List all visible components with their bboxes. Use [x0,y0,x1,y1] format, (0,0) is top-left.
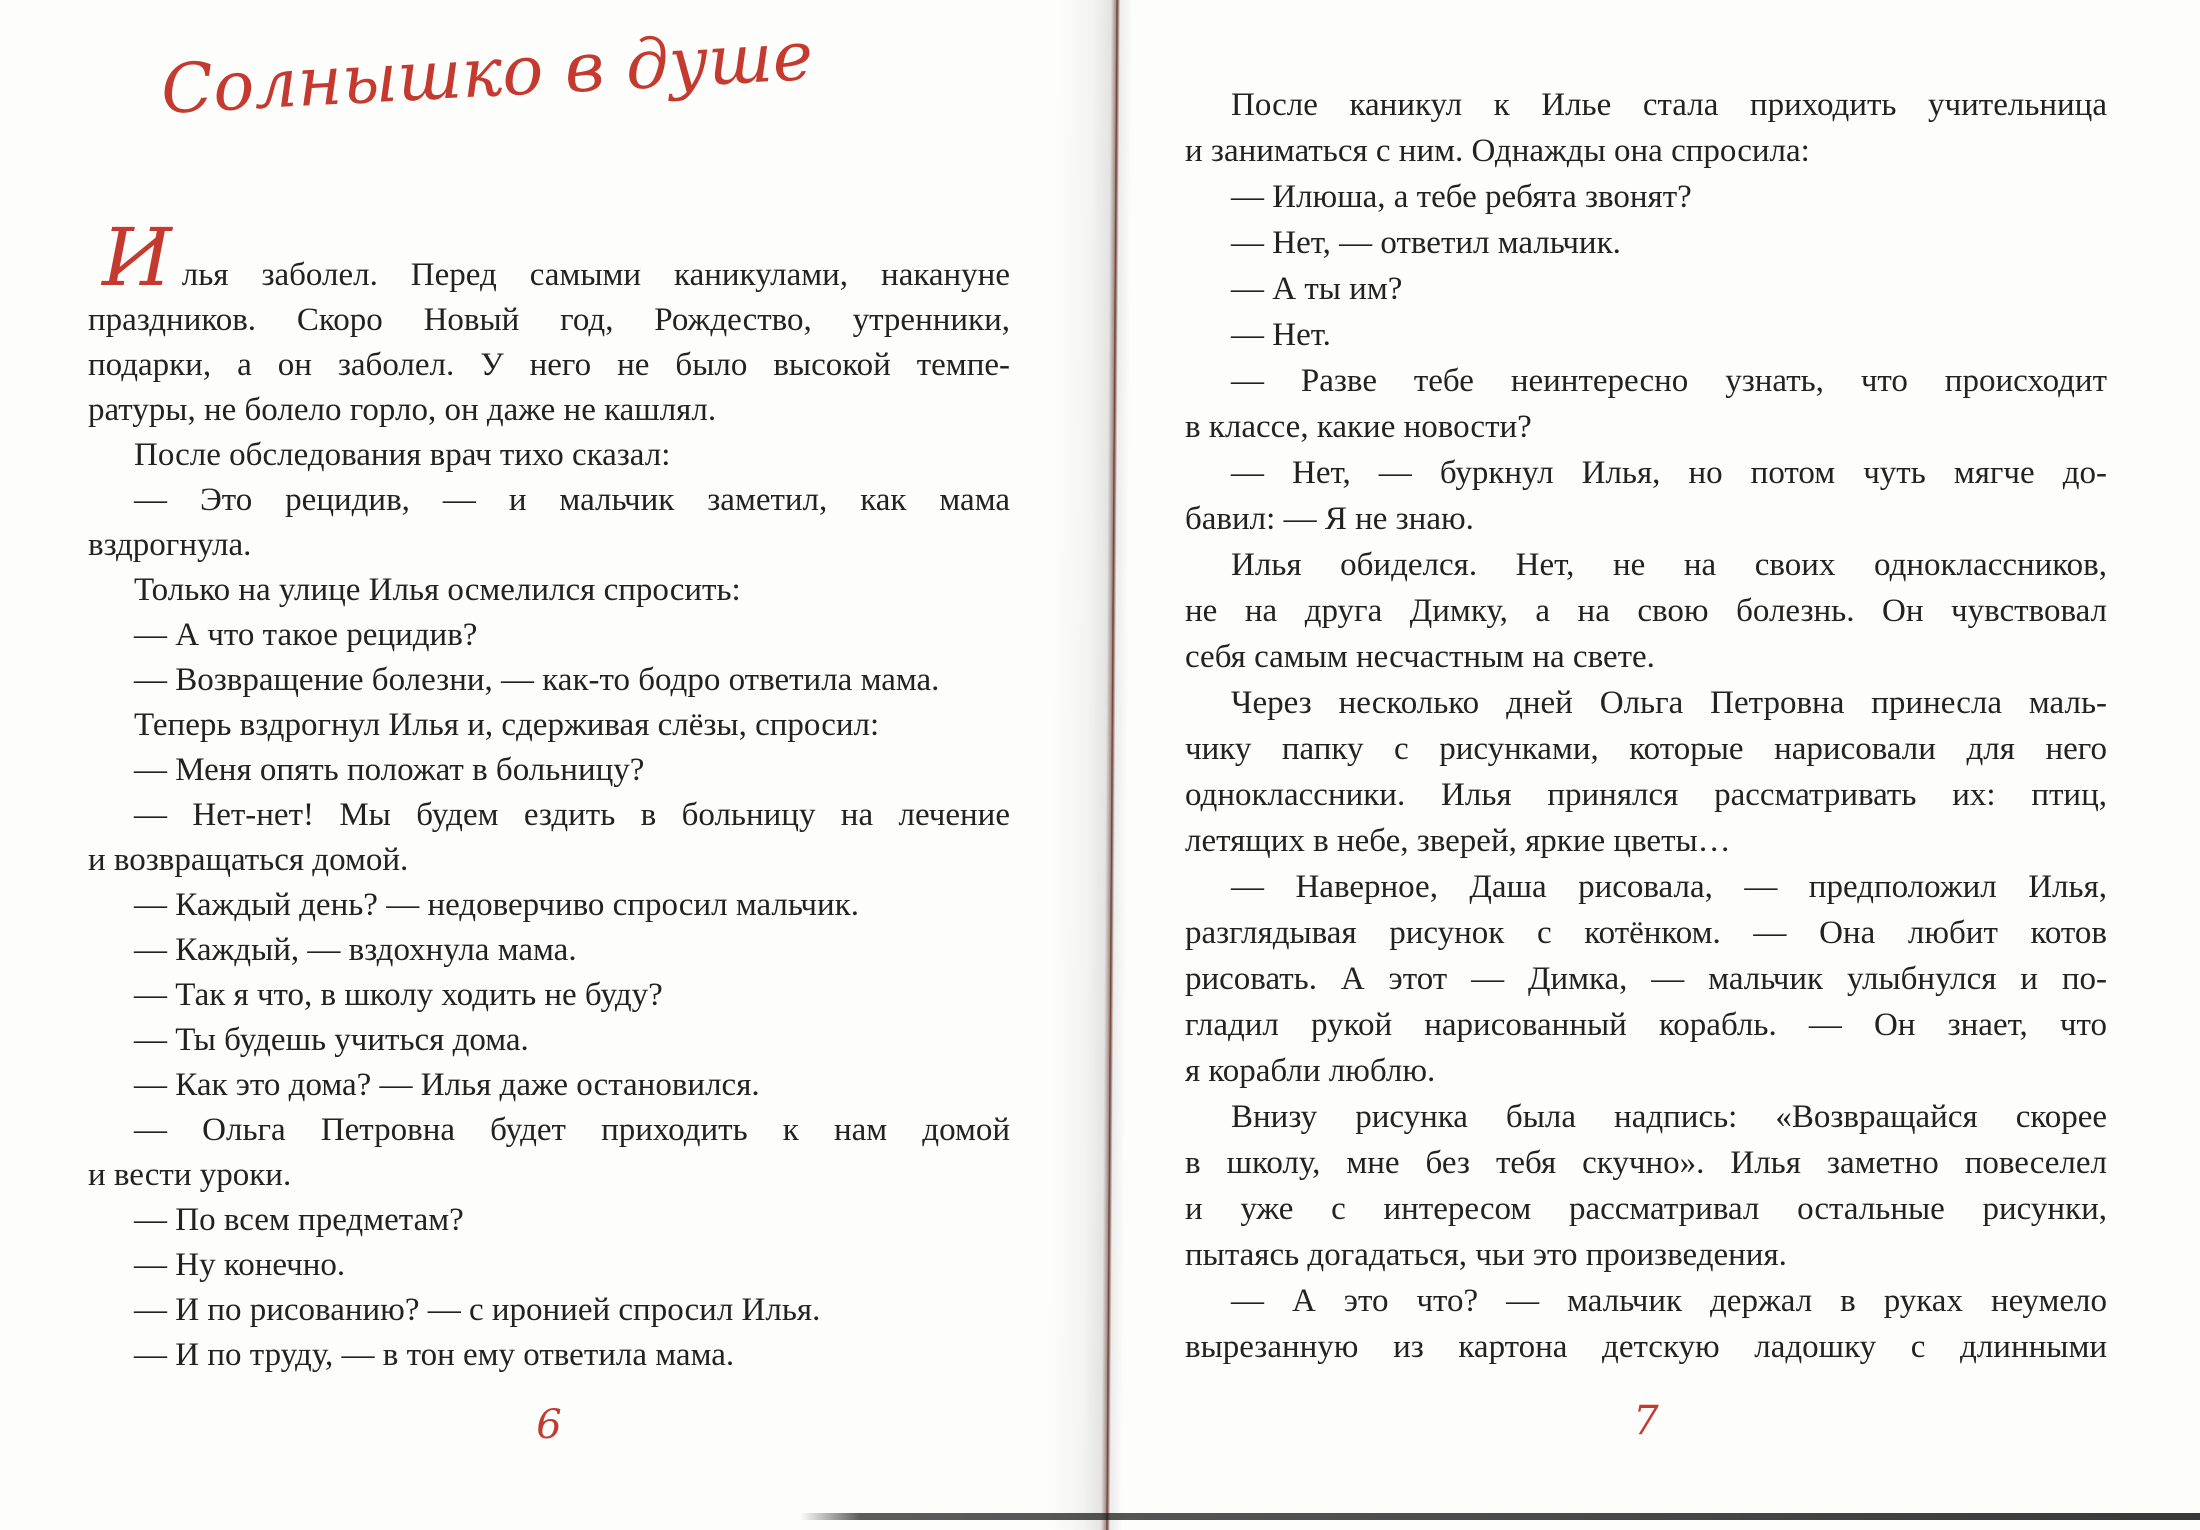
text-line: После обследования врач тихо сказал: [134,437,671,473]
text-line: и возвращаться домой. [88,842,409,878]
text-line: Илья заболел. Перед самыми каникулами, накануне [102,211,1010,304]
text-line: и вести уроки. [88,1157,292,1193]
paragraph [88,478,1010,568]
paragraph [88,1243,1010,1288]
text-line: — Каждый, — вздохнула мама. [134,932,577,968]
page-right-body [1185,82,2107,1370]
text-line: в классе, какие новости? [1185,409,1532,445]
text-line: Через несколько дней Ольга Петровна принесла маль- [1231,685,2107,721]
text-line: — Нет, — буркнул Илья, но потом чуть мягче до- [1231,455,2107,491]
text-line: бавил: — Я не знаю. [1185,501,1474,537]
page-left-body [88,211,1010,1378]
page-number-left: 6 [536,1402,562,1448]
text-line: вырезанную из картона детскую ладошку с длинными [1185,1329,2107,1365]
text-line: летящих в небе, зверей, яркие цветы… [1185,823,1731,859]
paragraph [88,973,1010,1018]
paragraph [1185,542,2107,680]
text-line: — Нет. [1231,317,1331,353]
drop-cap-letter: И [102,211,172,304]
paragraph [1185,82,2107,174]
text-line: — А это что? — мальчик держал в руках неумело [1231,1283,2107,1319]
paragraph [88,1333,1010,1378]
paragraph [88,658,1010,703]
text-line: — Ольга Петровна будет приходить к нам домой [134,1112,1010,1148]
text-line: — А ты им? [1231,271,1403,307]
paragraph [88,613,1010,658]
paragraph [88,928,1010,973]
text-line: гладил рукой нарисованный корабль. — Он знает, что [1185,1007,2107,1043]
text-line: и уже с интересом рассматривал остальные рисунки, [1185,1191,2107,1227]
text-line: и заниматься с ним. Однажды она спросила: [1185,133,1810,169]
text-line: — Ты будешь учиться дома. [134,1022,529,1058]
text-line: себя самым несчастным на свете. [1185,639,1655,675]
paragraph [88,883,1010,928]
text-line: ратуры, не болело горло, он даже не кашлял. [88,392,717,428]
paragraph [88,211,1010,433]
text-line: — Наверное, Даша рисовала, — предположил Илья, [1231,869,2107,905]
paragraph [1185,174,2107,220]
text-line: — Меня опять положат в больницу? [134,752,645,788]
paragraph [1185,864,2107,1094]
text-line: праздников. Скоро Новый год, Рождество, утренники, [88,302,1010,338]
paragraph [1185,266,2107,312]
text-line: — Нет, — ответил мальчик. [1231,225,1621,261]
paragraph [1185,450,2107,542]
page-number-right: 7 [1633,1398,1659,1444]
text-line: вздрогнула. [88,527,252,563]
paragraph [1185,680,2107,864]
text-line: — Илюша, а тебе ребята звонят? [1231,179,1692,215]
text-line: — Ну конечно. [134,1247,346,1283]
text-line: подарки, а он заболел. У него не было высокой темпе- [88,347,1010,383]
paragraph [88,1063,1010,1108]
text-line: — И по труду, — в тон ему ответила мама. [134,1337,735,1373]
text-line: рисовать. А этот — Димка, — мальчик улыбнулся и по- [1185,961,2107,997]
text-line: в школу, мне без тебя скучно». Илья заметно повеселел [1185,1145,2107,1181]
story-title: Солнышко в душе [159,16,815,131]
text-line: не на друга Димку, а на свою болезнь. Он чувствовал [1185,593,2107,629]
paragraph [88,748,1010,793]
paragraph [88,433,1010,478]
text-line: разглядывая рисунок с котёнком. — Она любит котов [1185,915,2107,951]
paragraph [1185,358,2107,450]
paragraph [1185,220,2107,266]
text-line: После каникул к Илье стала приходить учительница [1231,87,2107,123]
text-line: — И по рисованию? — с иронией спросил Илья. [134,1292,821,1328]
text-line: чику папку с рисунками, которые нарисовали для него [1185,731,2107,767]
paragraph [88,1198,1010,1243]
text-line: — Это рецидив, — и мальчик заметил, как мама [134,482,1010,518]
text-line: — Разве тебе неинтересно узнать, что происходит [1231,363,2107,399]
book-gutter-shadow [1047,0,1177,1530]
text-line: — По всем предметам? [134,1202,464,1238]
text-line: одноклассники. Илья принялся рассматривать их: птиц, [1185,777,2107,813]
text-line: — Каждый день? — недоверчиво спросил мальчик. [134,887,859,923]
paragraph [1185,312,2107,358]
paragraph [88,1288,1010,1333]
text-line: Илья обиделся. Нет, не на своих одноклассников, [1231,547,2107,583]
text-line: — Возвращение болезни, — как-то бодро ответила мама. [134,662,940,698]
text-line: — Нет-нет! Мы будем ездить в больницу на лечение [134,797,1010,833]
text-line: — Как это дома? — Илья даже остановился. [134,1067,760,1103]
text-line: пытаясь догадаться, чьи это произведения. [1185,1237,1787,1273]
text-line: Теперь вздрогнул Илья и, сдерживая слёзы, спросил: [134,707,880,743]
paragraph [88,568,1010,613]
text-line: — А что такое рецидив? [134,617,478,653]
paragraph [1185,1278,2107,1370]
text-line: я корабли люблю. [1185,1053,1436,1089]
paragraph [88,793,1010,883]
text-line: Только на улице Илья осмелился спросить: [134,572,741,608]
paragraph [88,703,1010,748]
scan-edge-shadow [800,1513,2200,1520]
paragraph [1185,1094,2107,1278]
text-line: — Так я что, в школу ходить не буду? [134,977,663,1013]
text-line: Внизу рисунка была надпись: «Возвращайся скорее [1231,1099,2107,1135]
paragraph [88,1108,1010,1198]
paragraph [88,1018,1010,1063]
